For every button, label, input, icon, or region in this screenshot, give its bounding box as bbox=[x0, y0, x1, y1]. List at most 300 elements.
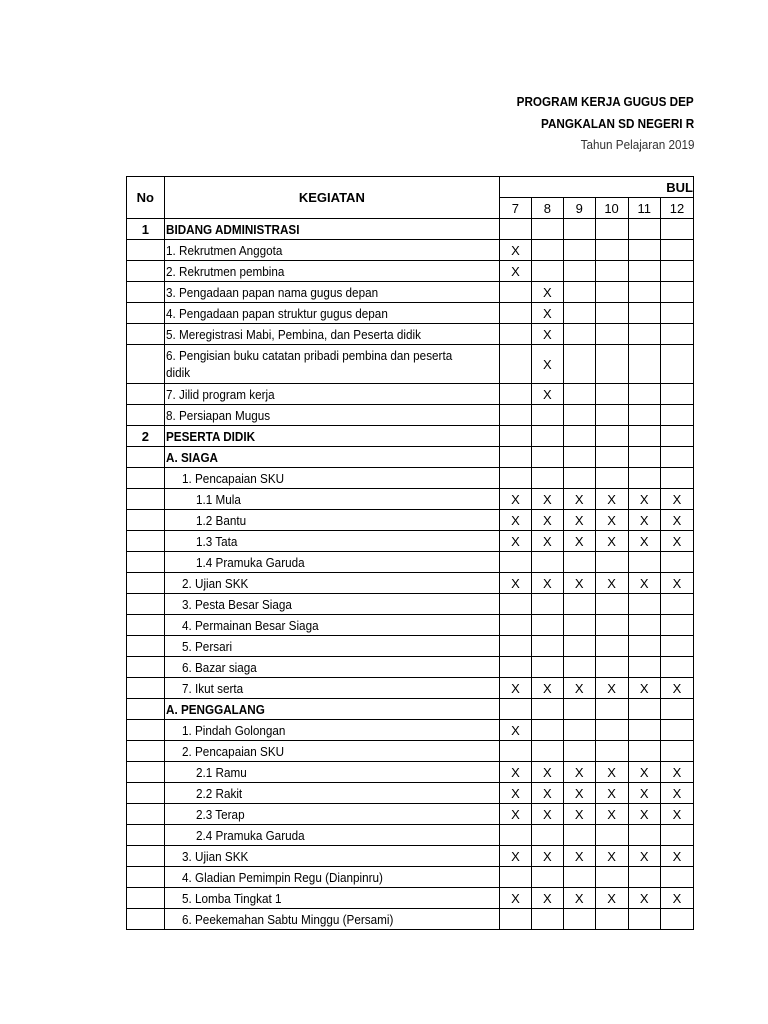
month-mark: X bbox=[628, 510, 660, 531]
month-mark: X bbox=[628, 783, 660, 804]
month-mark bbox=[595, 324, 628, 345]
month-mark: X bbox=[500, 240, 532, 261]
month-mark bbox=[628, 825, 660, 846]
activity-cell bbox=[164, 720, 499, 741]
month-mark bbox=[500, 825, 532, 846]
month-mark: X bbox=[531, 888, 563, 909]
month-mark: X bbox=[531, 678, 563, 699]
month-mark bbox=[500, 657, 532, 678]
month-mark: X bbox=[563, 762, 595, 783]
month-mark: X bbox=[595, 783, 628, 804]
month-header: 7 bbox=[500, 198, 532, 219]
row-number bbox=[127, 804, 165, 825]
month-mark: X bbox=[563, 846, 595, 867]
table-row bbox=[127, 867, 694, 888]
month-mark bbox=[595, 720, 628, 741]
row-number bbox=[127, 594, 165, 615]
month-mark bbox=[660, 324, 693, 345]
table-row bbox=[127, 825, 694, 846]
month-mark: X bbox=[595, 804, 628, 825]
table-body bbox=[127, 219, 694, 930]
activity-label: 1. Pindah Golongan bbox=[181, 722, 286, 738]
row-number bbox=[127, 657, 165, 678]
activity-cell bbox=[164, 657, 499, 678]
activity-label: 1. Rekrutmen Anggota bbox=[165, 242, 283, 258]
table-row bbox=[127, 615, 694, 636]
month-mark bbox=[660, 240, 693, 261]
month-mark: X bbox=[660, 762, 693, 783]
activity-label: 4. Gladian Pemimpin Regu (Dianpinru) bbox=[181, 869, 383, 885]
month-mark bbox=[500, 426, 532, 447]
activity-label: 5. Persari bbox=[181, 638, 232, 654]
table-row bbox=[127, 636, 694, 657]
month-mark bbox=[628, 261, 660, 282]
month-mark: X bbox=[563, 783, 595, 804]
month-header: 10 bbox=[595, 198, 628, 219]
month-mark: X bbox=[531, 846, 563, 867]
table-row bbox=[127, 573, 694, 594]
row-number bbox=[127, 384, 165, 405]
month-mark bbox=[660, 867, 693, 888]
month-mark bbox=[563, 636, 595, 657]
month-mark bbox=[595, 405, 628, 426]
activity-label: 6. Peekemahan Sabtu Minggu (Persami) bbox=[181, 911, 394, 927]
month-mark bbox=[628, 345, 660, 384]
month-mark bbox=[500, 699, 532, 720]
month-mark: X bbox=[563, 531, 595, 552]
month-mark bbox=[531, 594, 563, 615]
month-mark bbox=[563, 426, 595, 447]
month-mark bbox=[595, 384, 628, 405]
month-mark: X bbox=[500, 573, 532, 594]
table-row bbox=[127, 282, 694, 303]
activity-cell bbox=[164, 384, 499, 405]
row-number: 2 bbox=[127, 426, 165, 447]
month-mark: X bbox=[563, 573, 595, 594]
month-mark bbox=[563, 447, 595, 468]
activity-label: 4. Permainan Besar Siaga bbox=[181, 617, 319, 633]
row-number bbox=[127, 468, 165, 489]
school-year: Tahun Pelajaran 2019 bbox=[580, 137, 694, 152]
month-mark bbox=[628, 426, 660, 447]
table-row bbox=[127, 720, 694, 741]
month-mark bbox=[595, 219, 628, 240]
month-mark bbox=[563, 261, 595, 282]
month-mark bbox=[595, 468, 628, 489]
month-mark bbox=[595, 240, 628, 261]
month-mark bbox=[531, 468, 563, 489]
month-mark bbox=[628, 615, 660, 636]
table-row bbox=[127, 909, 694, 930]
activity-cell bbox=[164, 405, 499, 426]
month-mark: X bbox=[660, 888, 693, 909]
month-mark bbox=[660, 345, 693, 384]
activity-label: 2. Rekrutmen pembina bbox=[165, 263, 285, 279]
month-mark: X bbox=[628, 531, 660, 552]
month-mark bbox=[531, 261, 563, 282]
month-mark: X bbox=[531, 573, 563, 594]
activity-label: PESERTA DIDIK bbox=[165, 428, 255, 444]
activity-label: 2.1 Ramu bbox=[195, 764, 247, 780]
activity-cell bbox=[164, 636, 499, 657]
page-title: PROGRAM KERJA GUGUS DEP bbox=[516, 94, 694, 109]
activity-cell bbox=[164, 741, 499, 762]
month-mark: X bbox=[531, 384, 563, 405]
activity-label: A. PENGGALANG bbox=[165, 701, 265, 717]
activity-cell bbox=[164, 426, 499, 447]
month-mark bbox=[660, 657, 693, 678]
activity-cell bbox=[164, 345, 499, 384]
row-number bbox=[127, 405, 165, 426]
month-mark bbox=[563, 657, 595, 678]
row-number bbox=[127, 303, 165, 324]
month-mark: X bbox=[595, 846, 628, 867]
month-mark bbox=[628, 741, 660, 762]
month-mark bbox=[660, 303, 693, 324]
month-mark bbox=[595, 426, 628, 447]
page-subtitle: PANGKALAN SD NEGERI R bbox=[540, 116, 694, 131]
row-number bbox=[127, 678, 165, 699]
row-number bbox=[127, 615, 165, 636]
month-mark bbox=[595, 657, 628, 678]
activity-cell bbox=[164, 303, 499, 324]
month-mark: X bbox=[595, 678, 628, 699]
month-mark: X bbox=[628, 573, 660, 594]
table-row bbox=[127, 657, 694, 678]
month-mark bbox=[500, 303, 532, 324]
activity-label: 2.3 Terap bbox=[195, 806, 245, 822]
month-mark bbox=[563, 699, 595, 720]
month-mark bbox=[595, 303, 628, 324]
month-mark bbox=[500, 324, 532, 345]
table-row bbox=[127, 468, 694, 489]
month-mark bbox=[531, 615, 563, 636]
row-number bbox=[127, 741, 165, 762]
row-number bbox=[127, 282, 165, 303]
month-mark bbox=[660, 261, 693, 282]
month-mark bbox=[628, 594, 660, 615]
row-number bbox=[127, 324, 165, 345]
activity-cell bbox=[164, 762, 499, 783]
activity-cell bbox=[164, 447, 499, 468]
month-mark bbox=[628, 699, 660, 720]
month-mark bbox=[500, 909, 532, 930]
month-mark bbox=[531, 720, 563, 741]
month-mark bbox=[595, 615, 628, 636]
month-mark bbox=[628, 240, 660, 261]
header-no: No bbox=[127, 177, 165, 219]
month-mark bbox=[563, 405, 595, 426]
row-number bbox=[127, 345, 165, 384]
month-mark: X bbox=[563, 489, 595, 510]
activity-cell bbox=[164, 825, 499, 846]
month-mark bbox=[500, 594, 532, 615]
activity-label: 1.4 Pramuka Garuda bbox=[195, 554, 305, 570]
month-mark bbox=[563, 303, 595, 324]
month-mark: X bbox=[500, 888, 532, 909]
month-mark: X bbox=[531, 345, 563, 384]
month-mark: X bbox=[563, 678, 595, 699]
month-mark: X bbox=[531, 531, 563, 552]
activity-cell bbox=[164, 846, 499, 867]
activity-label: 8. Persiapan Mugus bbox=[165, 407, 270, 423]
month-mark bbox=[595, 447, 628, 468]
header-kegiatan: KEGIATAN bbox=[164, 177, 499, 219]
month-mark bbox=[531, 426, 563, 447]
activity-label: 7. Jilid program kerja bbox=[165, 386, 275, 402]
month-mark bbox=[595, 909, 628, 930]
activity-cell bbox=[164, 510, 499, 531]
month-mark bbox=[531, 909, 563, 930]
month-mark bbox=[563, 867, 595, 888]
month-mark bbox=[563, 324, 595, 345]
month-mark bbox=[531, 552, 563, 573]
table-row bbox=[127, 261, 694, 282]
month-mark bbox=[628, 303, 660, 324]
month-mark bbox=[531, 405, 563, 426]
activity-label: 6. Bazar siaga bbox=[181, 659, 257, 675]
month-mark: X bbox=[595, 489, 628, 510]
row-number bbox=[127, 240, 165, 261]
month-mark bbox=[563, 219, 595, 240]
month-mark: X bbox=[531, 510, 563, 531]
month-mark bbox=[595, 825, 628, 846]
activity-label: 5. Meregistrasi Mabi, Pembina, dan Peserta didik bbox=[165, 326, 421, 342]
month-mark: X bbox=[595, 888, 628, 909]
month-mark: X bbox=[531, 324, 563, 345]
month-mark bbox=[628, 720, 660, 741]
month-mark bbox=[628, 552, 660, 573]
month-mark bbox=[531, 867, 563, 888]
row-number bbox=[127, 447, 165, 468]
month-mark: X bbox=[531, 762, 563, 783]
month-mark: X bbox=[500, 720, 532, 741]
month-mark bbox=[500, 636, 532, 657]
month-mark: X bbox=[660, 678, 693, 699]
activity-cell bbox=[164, 678, 499, 699]
activity-cell bbox=[164, 804, 499, 825]
table-row bbox=[127, 426, 694, 447]
work-program-sheet bbox=[126, 176, 694, 956]
month-mark bbox=[628, 282, 660, 303]
activity-label: 2. Pencapaian SKU bbox=[181, 743, 284, 759]
table-row bbox=[127, 240, 694, 261]
month-mark bbox=[563, 345, 595, 384]
month-mark bbox=[628, 447, 660, 468]
activity-cell bbox=[164, 867, 499, 888]
month-mark: X bbox=[595, 762, 628, 783]
month-mark bbox=[563, 594, 595, 615]
table-row bbox=[127, 888, 694, 909]
month-mark bbox=[628, 909, 660, 930]
table-row bbox=[127, 489, 694, 510]
month-mark: X bbox=[660, 531, 693, 552]
month-mark bbox=[500, 867, 532, 888]
month-mark bbox=[563, 909, 595, 930]
table-row bbox=[127, 324, 694, 345]
row-number bbox=[127, 489, 165, 510]
activity-cell bbox=[164, 489, 499, 510]
activity-cell bbox=[164, 219, 499, 240]
row-number bbox=[127, 846, 165, 867]
month-mark bbox=[531, 240, 563, 261]
month-mark bbox=[628, 219, 660, 240]
month-mark: X bbox=[500, 261, 532, 282]
activity-cell bbox=[164, 468, 499, 489]
table-row bbox=[127, 384, 694, 405]
month-mark bbox=[531, 825, 563, 846]
month-mark bbox=[563, 468, 595, 489]
month-mark: X bbox=[660, 510, 693, 531]
activity-cell bbox=[164, 888, 499, 909]
month-mark: X bbox=[531, 489, 563, 510]
table-row bbox=[127, 741, 694, 762]
month-mark bbox=[531, 636, 563, 657]
month-mark bbox=[595, 282, 628, 303]
month-mark: X bbox=[660, 846, 693, 867]
month-mark bbox=[500, 552, 532, 573]
month-header: 11 bbox=[628, 198, 660, 219]
month-mark bbox=[628, 867, 660, 888]
activity-cell bbox=[164, 240, 499, 261]
month-mark: X bbox=[628, 846, 660, 867]
month-mark bbox=[563, 552, 595, 573]
table-row bbox=[127, 804, 694, 825]
month-mark bbox=[628, 324, 660, 345]
month-mark: X bbox=[628, 678, 660, 699]
month-mark bbox=[660, 594, 693, 615]
row-number bbox=[127, 783, 165, 804]
month-mark bbox=[595, 636, 628, 657]
activity-label: 3. Ujian SKK bbox=[181, 848, 249, 864]
month-mark bbox=[660, 447, 693, 468]
month-header: 8 bbox=[531, 198, 563, 219]
month-mark bbox=[563, 825, 595, 846]
month-mark: X bbox=[500, 531, 532, 552]
table-row bbox=[127, 219, 694, 240]
table-row bbox=[127, 447, 694, 468]
row-number bbox=[127, 762, 165, 783]
month-mark bbox=[660, 405, 693, 426]
activity-cell bbox=[164, 261, 499, 282]
month-mark bbox=[500, 282, 532, 303]
table-row bbox=[127, 405, 694, 426]
month-mark bbox=[628, 657, 660, 678]
month-mark bbox=[563, 240, 595, 261]
activity-cell bbox=[164, 594, 499, 615]
month-mark: X bbox=[595, 573, 628, 594]
month-mark: X bbox=[500, 762, 532, 783]
activity-label: 2. Ujian SKK bbox=[181, 575, 249, 591]
row-number bbox=[127, 888, 165, 909]
activity-cell bbox=[164, 282, 499, 303]
month-mark: X bbox=[500, 804, 532, 825]
month-mark bbox=[595, 699, 628, 720]
table-row bbox=[127, 303, 694, 324]
activity-cell bbox=[164, 531, 499, 552]
activity-label: 2.2 Rakit bbox=[195, 785, 242, 801]
month-mark: X bbox=[500, 510, 532, 531]
activity-label: 5. Lomba Tingkat 1 bbox=[181, 890, 282, 906]
month-mark bbox=[500, 741, 532, 762]
row-number bbox=[127, 720, 165, 741]
activity-label: 4. Pengadaan papan struktur gugus depan bbox=[165, 305, 388, 321]
month-mark: X bbox=[628, 762, 660, 783]
activity-label: 1.1 Mula bbox=[195, 491, 241, 507]
table-row bbox=[127, 594, 694, 615]
month-mark bbox=[660, 219, 693, 240]
activity-cell bbox=[164, 783, 499, 804]
month-mark bbox=[531, 699, 563, 720]
month-mark: X bbox=[500, 846, 532, 867]
month-header: 12 bbox=[660, 198, 693, 219]
activity-label: 6. Pengisian buku catatan pribadi pembina dan peserta didik bbox=[165, 348, 452, 380]
month-mark bbox=[531, 741, 563, 762]
activity-cell bbox=[164, 324, 499, 345]
row-number bbox=[127, 867, 165, 888]
month-mark bbox=[595, 867, 628, 888]
month-mark: X bbox=[531, 783, 563, 804]
row-number bbox=[127, 636, 165, 657]
month-mark: X bbox=[531, 804, 563, 825]
month-mark bbox=[595, 594, 628, 615]
row-number bbox=[127, 552, 165, 573]
table-row bbox=[127, 552, 694, 573]
month-mark bbox=[628, 405, 660, 426]
month-mark bbox=[660, 909, 693, 930]
month-mark bbox=[563, 384, 595, 405]
month-mark bbox=[660, 384, 693, 405]
month-mark: X bbox=[628, 489, 660, 510]
activity-label: 2.4 Pramuka Garuda bbox=[195, 827, 305, 843]
activity-label: 1.3 Tata bbox=[195, 533, 238, 549]
activity-label: A. SIAGA bbox=[165, 449, 218, 465]
month-mark bbox=[660, 282, 693, 303]
month-mark: X bbox=[660, 783, 693, 804]
month-mark bbox=[660, 741, 693, 762]
month-mark bbox=[660, 615, 693, 636]
row-number bbox=[127, 825, 165, 846]
month-mark bbox=[531, 447, 563, 468]
activity-cell bbox=[164, 552, 499, 573]
row-number bbox=[127, 510, 165, 531]
row-number bbox=[127, 573, 165, 594]
row-number: 1 bbox=[127, 219, 165, 240]
month-mark bbox=[660, 426, 693, 447]
month-header: 9 bbox=[563, 198, 595, 219]
month-mark bbox=[500, 615, 532, 636]
month-mark: X bbox=[531, 303, 563, 324]
activity-cell bbox=[164, 615, 499, 636]
activity-label: 7. Ikut serta bbox=[181, 680, 243, 696]
activity-label: 3. Pesta Besar Siaga bbox=[181, 596, 292, 612]
month-mark: X bbox=[595, 510, 628, 531]
month-mark bbox=[595, 345, 628, 384]
work-program-table bbox=[126, 176, 694, 930]
row-number bbox=[127, 531, 165, 552]
month-mark: X bbox=[628, 888, 660, 909]
month-mark bbox=[531, 219, 563, 240]
month-mark bbox=[531, 657, 563, 678]
month-mark bbox=[500, 447, 532, 468]
month-mark bbox=[628, 636, 660, 657]
month-mark: X bbox=[628, 804, 660, 825]
table-row bbox=[127, 846, 694, 867]
month-mark bbox=[563, 615, 595, 636]
table-row bbox=[127, 783, 694, 804]
month-mark: X bbox=[563, 888, 595, 909]
month-mark bbox=[563, 741, 595, 762]
